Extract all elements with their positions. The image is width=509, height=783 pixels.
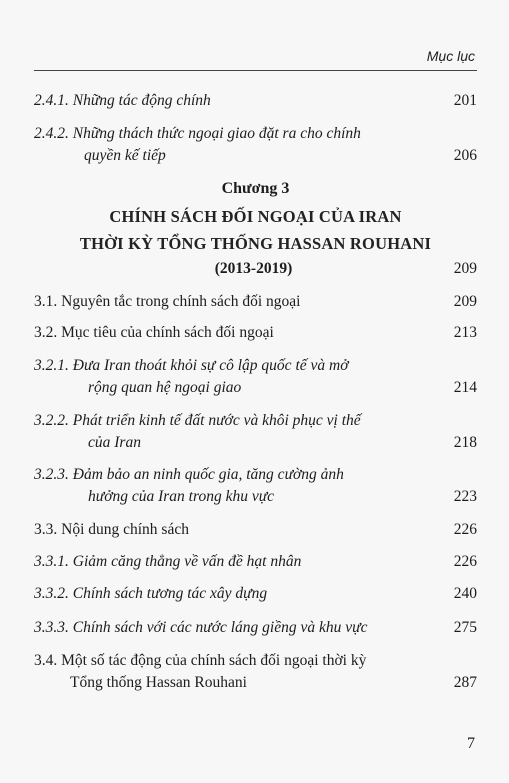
entry-page: 209	[453, 293, 477, 310]
header-divider	[34, 70, 477, 71]
page-number: 7	[467, 735, 475, 752]
entry-title: Những tác động chính	[72, 92, 211, 109]
entry-number: 3.3.1.	[34, 553, 69, 570]
entry-title: Nguyên tắc trong chính sách đối ngoại	[61, 293, 301, 310]
entry-number: 3.4.	[34, 652, 58, 669]
entry-page: 213	[453, 324, 477, 341]
entry-title-continuation: hưởng của Iran trong khu vực	[88, 488, 275, 505]
toc-entry-3-4	[34, 650, 477, 694]
entry-title-continuation: quyền kế tiếp	[84, 147, 166, 164]
chapter-title-line-2: THỜI KỲ TỔNG THỐNG HASSAN ROUHANI	[79, 234, 432, 253]
entry-number: 2.4.2.	[34, 125, 69, 142]
toc-entry-3-2-3	[34, 464, 477, 508]
toc-entry-3-2-2	[34, 410, 477, 454]
entry-page: 240	[453, 585, 477, 602]
entry-title: Chính sách tương tác xây dựng	[72, 585, 268, 602]
entry-number: 3.2.	[34, 324, 58, 341]
entry-title: Một số tác động của chính sách đối ngoại thời kỳ	[61, 652, 367, 669]
entry-title-continuation: rộng quan hệ ngoại giao	[88, 379, 242, 396]
entry-page: 275	[453, 619, 477, 636]
entry-title: Phát triển kinh tế đất nước và khôi phục vị thế	[72, 412, 361, 429]
entry-page: 218	[453, 434, 477, 451]
toc-entry-3-3-3	[34, 617, 477, 639]
entry-page: 287	[453, 674, 477, 691]
entry-title: Chính sách với các nước láng giềng và khu vực	[72, 619, 368, 636]
toc-entry-2-4-1	[34, 90, 477, 112]
entry-title: Đảm bảo an ninh quốc gia, tăng cường ảnh	[72, 466, 344, 483]
entry-number: 3.2.3.	[34, 466, 69, 483]
toc-entry-3-3-2	[34, 583, 477, 605]
toc-entry-3-2	[34, 322, 477, 344]
entry-page: 226	[453, 553, 477, 570]
entry-title: Giảm căng thẳng về vấn đề hạt nhân	[72, 553, 302, 570]
toc-entry-2-4-2	[34, 123, 477, 167]
entry-number: 3.1.	[34, 293, 58, 310]
entry-title: Đưa Iran thoát khỏi sự cô lập quốc tế và mở	[72, 357, 349, 374]
entry-number: 3.3.2.	[34, 585, 69, 602]
entry-page: 226	[453, 521, 477, 538]
entry-page: 223	[453, 488, 477, 505]
entry-title-continuation: của Iran	[88, 434, 141, 451]
entry-page: 206	[453, 147, 477, 164]
toc-entry-3-2-1	[34, 355, 477, 399]
chapter-title-line-1: CHÍNH SÁCH ĐỐI NGOẠI CỦA IRAN	[109, 207, 402, 226]
chapter-page: 209	[453, 260, 477, 277]
entry-page: 201	[453, 92, 477, 109]
entry-number: 3.2.1.	[34, 357, 69, 374]
chapter-label: Chương 3	[221, 180, 290, 197]
chapter-years-row	[34, 260, 477, 278]
toc-entry-3-1	[34, 291, 477, 313]
entry-page: 214	[453, 379, 477, 396]
toc-entry-3-3-1	[34, 551, 477, 573]
chapter-years: (2013-2019)	[214, 260, 293, 277]
entry-number: 3.3.3.	[34, 619, 69, 636]
entry-number: 2.4.1.	[34, 92, 69, 109]
toc-entry-3-3	[34, 519, 477, 541]
entry-title-continuation: Tổng thống Hassan Rouhani	[70, 674, 247, 691]
running-header: Mục lục	[426, 48, 475, 64]
entry-number: 3.2.2.	[34, 412, 69, 429]
entry-number: 3.3.	[34, 521, 58, 538]
entry-title: Mục tiêu của chính sách đối ngoại	[61, 324, 274, 341]
entry-title: Những thách thức ngoại giao đặt ra cho chính	[72, 125, 361, 142]
entry-title: Nội dung chính sách	[61, 521, 189, 538]
